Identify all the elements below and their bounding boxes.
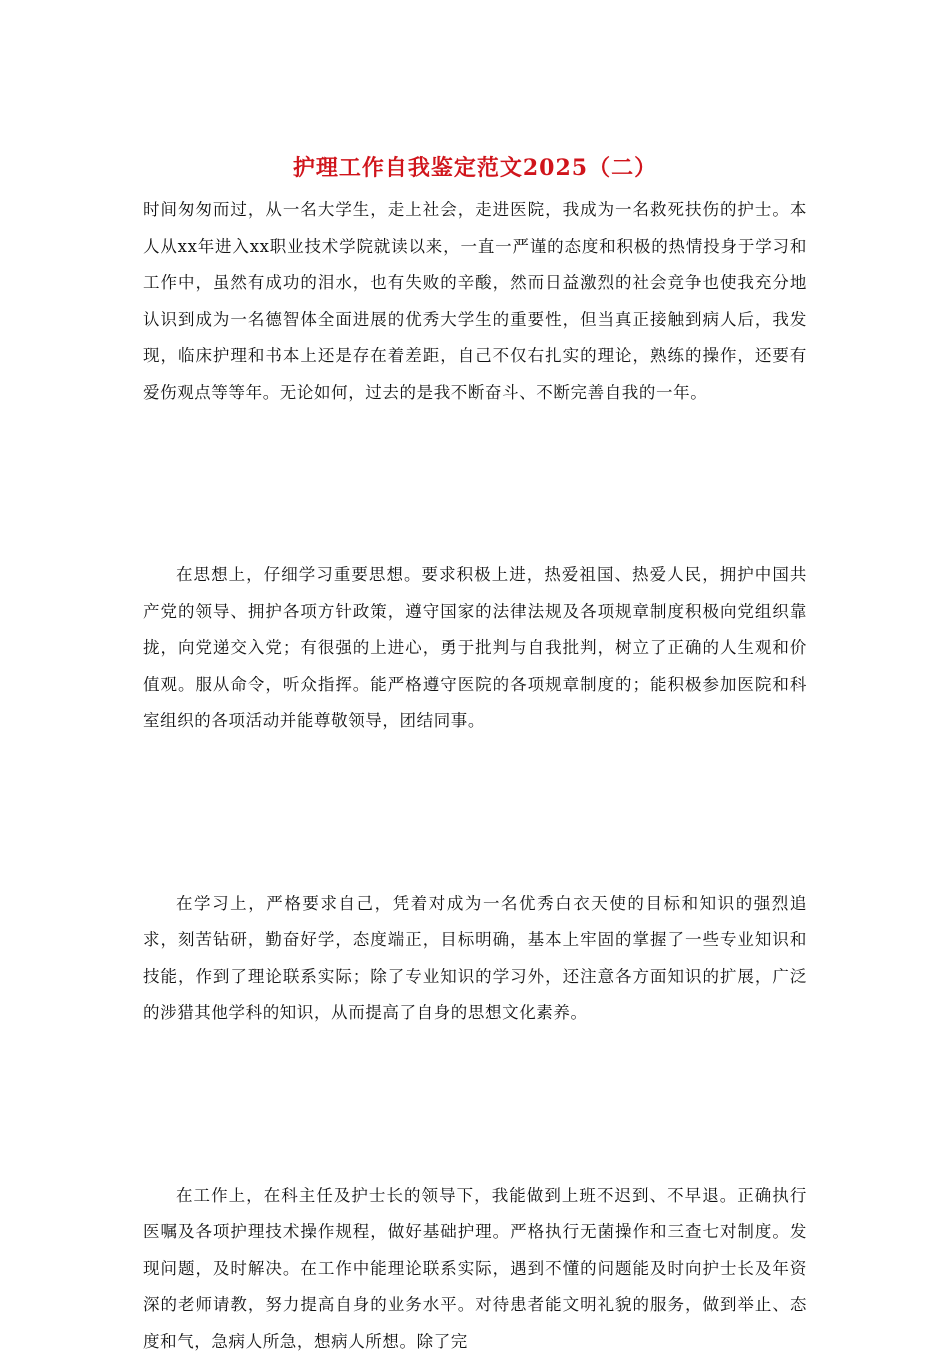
paragraph-thought: 在思想上，仔细学习重要思想。要求积极上进，热爱祖国、热爱人民，拥护中国共产党的领导、拥护各项方针政策，遵守国家的法律法规及各项规章制度积极向党组织靠拢，向党递交入党；有很强的上进心，勇于批判与自我批判，树立了正确的人生观和价值观。服从命令，听众指挥。能严格遵守医院的各项规章制度的；能积极参加医院和科室组织的各项活动并能尊敬领导，团结同事。 bbox=[143, 557, 807, 740]
paragraph-study: 在学习上，严格要求自己，凭着对成为一名优秀白衣天使的目标和知识的强烈追求，刻苦钻研，勤奋好学，态度端正，目标明确，基本上牢固的掌握了一些专业知识和技能，作到了理论联系实际；除了专业知识的学习外，还注意各方面知识的扩展，广泛的涉猎其他学科的知识，从而提高了自身的思想文化素养。 bbox=[143, 886, 807, 1032]
document-body bbox=[143, 192, 807, 1360]
paragraph-intro: 时间匆匆而过，从一名大学生，走上社会，走进医院，我成为一名救死扶伤的护士。本人从xx年进入xx职业技术学院就读以来，一直一严谨的态度和积极的热情投身于学习和工作中，虽然有成功的泪水，也有失败的辛酸，然而日益激烈的社会竞争也使我充分地认识到成为一名德智体全面进展的优秀大学生的重要性，但当真正接触到病人后，我发现，临床护理和书本上还是存在着差距，自己不仅右扎实的理论，熟练的操作，还要有爱伤观点等等年。无论如何，过去的是我不断奋斗、不断完善自我的一年。 bbox=[143, 192, 807, 411]
paragraph-gap bbox=[143, 411, 807, 557]
document-title: 护理工作自我鉴定范文2025（二） bbox=[0, 150, 950, 186]
paragraph-gap bbox=[143, 1032, 807, 1178]
paragraph-work: 在工作上，在科主任及护士长的领导下，我能做到上班不迟到、不早退。正确执行医嘱及各项护理技术操作规程，做好基础护理。严格执行无菌操作和三查七对制度。发现问题，及时解决。在工作中能理论联系实际，遇到不懂的问题能及时向护士长及年资深的老师请教，努力提高自身的业务水平。对待患者能文明礼貌的服务，做到举止、态度和气，急病人所急，想病人所想。除了完 bbox=[143, 1178, 807, 1360]
paragraph-gap bbox=[143, 740, 807, 886]
